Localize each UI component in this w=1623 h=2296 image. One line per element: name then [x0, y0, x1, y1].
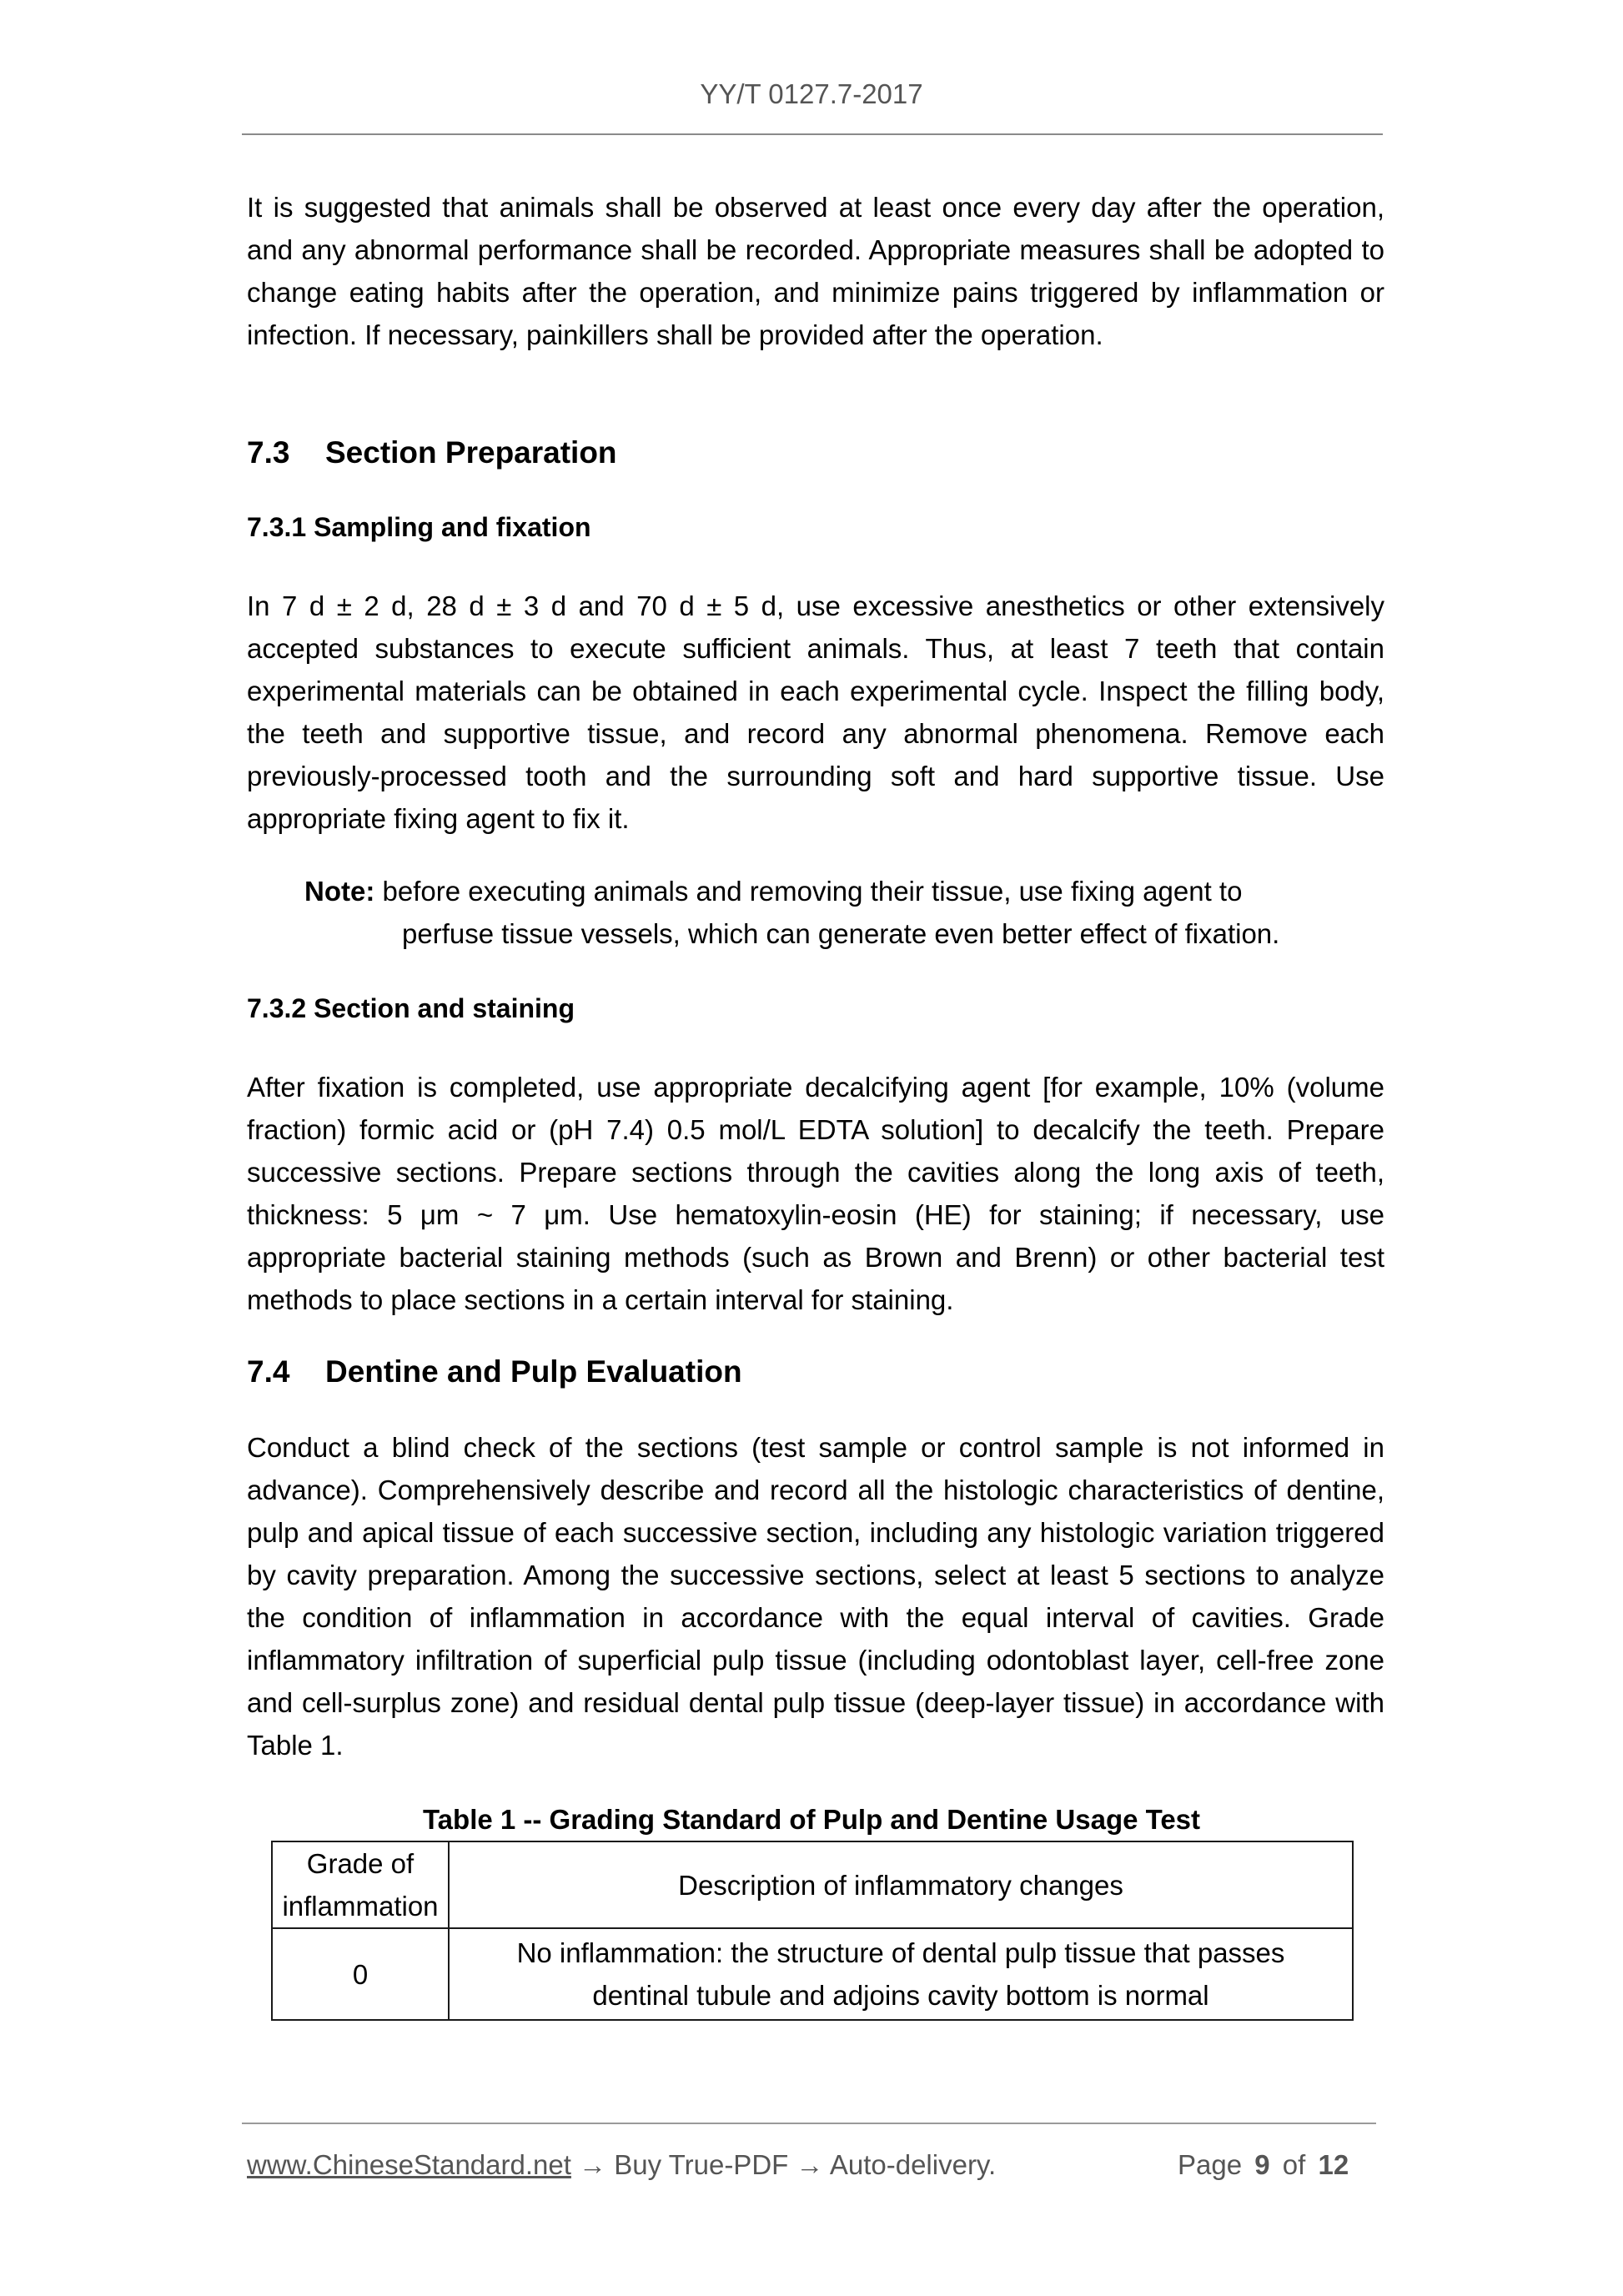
section-title: Section Preparation [325, 435, 617, 470]
note-block [304, 870, 1384, 955]
page-total: 12 [1318, 2149, 1349, 2180]
section-number: 7.4 [247, 1354, 290, 1389]
page-indicator [1178, 2148, 1349, 2182]
section-7-4-body: Conduct a blind check of the sections (test sample or control sample is not informed in advance). Comprehensively describe and record all the histologic characteristics of dentine, pulp and apical tissue of each successive section, including any histologic variation triggered by cavity preparation. Among the successive sections, select at least 5 sections to analyze the condition of inflammation in accordance with the equal interval of cavities. Grade inflammatory infiltration of superficial pulp tissue (including odontoblast layer, cell-free zone and cell-surplus zone) and residual dental pulp tissue (deep-layer tissue) in accordance with Table 1. [247, 1432, 1384, 1761]
section-7-3-2-body: After fixation is completed, use appropriate decalcifying agent [for example, 10% (volume fraction) formic acid or (pH 7.4) 0.5 mol/L EDTA solution] to decalcify the teeth. Prepare successive sections. Prepare sections through the cavities along the long axis of teeth, thickness: 5 μm ~ 7 μm. Use hematoxylin-eosin (HE) for staining; if necessary, use appropriate bacterial staining methods (such as Brown and Brenn) or other bacterial test methods to place sections in a certain interval for staining. [247, 1072, 1384, 1315]
document-code-header: YY/T 0127.7-2017 [700, 78, 923, 109]
table-row [272, 1928, 1353, 2020]
note-label: Note: [304, 876, 375, 907]
grading-table [271, 1841, 1354, 2021]
header-cell-description: Description of inflammatory changes [449, 1841, 1353, 1928]
delivery-text: Auto-delivery. [829, 2149, 997, 2180]
header-divider [242, 133, 1383, 135]
section-7-3-1-heading: 7.3.1 Sampling and fixation [247, 512, 591, 542]
arrow-right-icon: → [796, 2149, 824, 2180]
note-line-2: perfuse tissue vessels, which can generate even better effect of fixation. [402, 918, 1280, 949]
buy-text: Buy True-PDF [614, 2149, 789, 2180]
note-line-1: before executing animals and removing their tissue, use fixing agent to [382, 876, 1243, 907]
table-1-caption: Table 1 -- Grading Standard of Pulp and Dentine Usage Test [422, 1804, 1201, 1835]
footer-promo [247, 2148, 996, 2182]
cell-description: No inflammation: the structure of dental pulp tissue that passes dentinal tubule and adjoins cavity bottom is normal [449, 1928, 1353, 2020]
page-current: 9 [1254, 2149, 1270, 2180]
section-7-3-2-heading: 7.3.2 Section and staining [247, 993, 575, 1023]
page-label: Page [1178, 2149, 1243, 2180]
site-link[interactable]: www.ChineseStandard.net [247, 2149, 571, 2180]
header-cell-grade: Grade of inflammation [272, 1841, 449, 1928]
cell-grade: 0 [272, 1928, 449, 2020]
section-7-4-heading [247, 1353, 742, 1391]
section-7-3-heading [247, 434, 617, 472]
section-title: Dentine and Pulp Evaluation [325, 1354, 742, 1389]
intro-paragraph: It is suggested that animals shall be observed at least once every day after the operation, and any abnormal performance shall be recorded. Appropriate measures shall be adopted to change eating habits after the operation, and minimize pains triggered by inflammation or infection. If necessary, painkillers shall be provided after the operation. [247, 192, 1384, 350]
of-label: of [1282, 2149, 1306, 2180]
arrow-right-icon: → [579, 2149, 607, 2180]
table-header-row [272, 1841, 1353, 1928]
footer-divider [242, 2123, 1376, 2124]
section-number: 7.3 [247, 435, 290, 470]
section-7-3-1-body: In 7 d ± 2 d, 28 d ± 3 d and 70 d ± 5 d, use excessive anesthetics or other extensively accepted substances to execute sufficient animals. Thus, at least 7 teeth that contain experimental materials can be obtained in each experimental cycle. Inspect the filling body, the teeth and supportive tissue, and record any abnormal phenomena. Remove each previously-processed tooth and the surrounding soft and hard supportive tissue. Use appropriate fixing agent to fix it. [247, 590, 1384, 834]
